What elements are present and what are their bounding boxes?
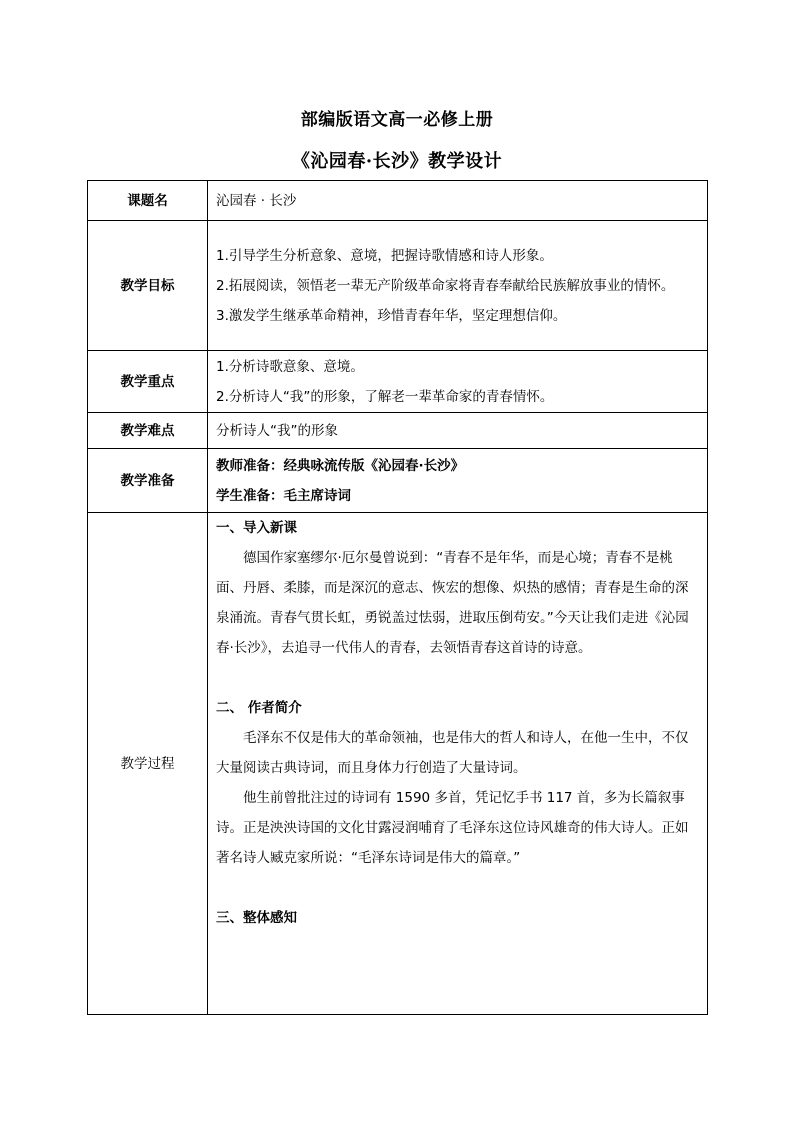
student-preparation: 学生准备：毛主席诗词 [216, 487, 351, 504]
row-preparation [88, 449, 708, 513]
document-subtitle: 《沁园春·长沙》教学设计 [291, 151, 503, 172]
topic-text: 沁园春 · 长沙 [216, 192, 297, 209]
value-goals [208, 221, 708, 351]
spacer [216, 873, 699, 903]
section-paragraph: 他生前曾批注过的诗词有 1590 多首，凭记忆手书 117 首，多为长篇叙事诗。正是泱泱诗国的文化甘露浸润哺育了毛泽东这位诗风雄奇的伟大诗人。正如著名诗人臧克家所说：“毛泽东诗词是伟大的篇章。” [216, 790, 689, 866]
goal-item: 1.引导学生分析意象、意境，把握诗歌情感和诗人形象。 [216, 247, 553, 264]
value-preparation [208, 449, 708, 513]
label-goals: 教学目标 [88, 221, 208, 351]
spacer [216, 663, 699, 693]
value-key-points [208, 351, 708, 413]
goal-item: 2.拓展阅读，领悟老一辈无产阶级革命家将青春奉献给民族解放事业的情怀。 [216, 277, 675, 294]
label-topic: 课题名 [88, 181, 208, 221]
difficulty-text: 分析诗人“我”的形象 [216, 422, 338, 439]
section-heading: 一、导入新课 [216, 520, 297, 536]
section-heading: 二、 作者简介 [216, 700, 302, 716]
key-point-item: 2.分析诗人“我”的形象，了解老一辈革命家的青春情怀。 [216, 388, 554, 405]
key-point-item: 1.分析诗歌意象、意境。 [216, 358, 364, 375]
value-topic [208, 181, 708, 221]
row-difficulty [88, 413, 708, 449]
label-key-points: 教学重点 [88, 351, 208, 413]
teacher-preparation: 教师准备：经典咏流传版《沁园春·长沙》 [216, 457, 465, 474]
lesson-plan-table [87, 180, 708, 1015]
value-difficulty [208, 413, 708, 449]
row-key-points [88, 351, 708, 413]
label-process: 教学过程 [88, 513, 208, 1015]
label-preparation: 教学准备 [88, 449, 208, 513]
label-difficulty: 教学难点 [88, 413, 208, 449]
section-paragraph: 德国作家塞缪尔·厄尔曼曾说到：“青春不是年华，而是心境；青春不是桃面、丹唇、柔膝，而是深沉的意志、恢宏的想像、炽热的感情；青春是生命的深泉涌流。青春气贯长虹，勇锐盖过怯弱，进取压倒苟安。”今天让我们走进《沁园春·长沙》，去追寻一代伟人的青春，去领悟青春这首诗的诗意。 [216, 550, 689, 656]
row-process [88, 513, 708, 1015]
value-process [208, 513, 708, 1015]
row-goals [88, 221, 708, 351]
row-topic [88, 181, 708, 221]
section-paragraph: 毛泽东不仅是伟大的革命领袖，也是伟大的哲人和诗人，在他一生中，不仅大量阅读古典诗词，而且身体力行创造了大量诗词。 [216, 730, 689, 776]
document-title: 部编版语文高一必修上册 [300, 110, 494, 130]
goal-item: 3.激发学生继承革命精神，珍惜青春年华，坚定理想信仰。 [216, 307, 567, 324]
section-heading: 三、整体感知 [216, 910, 297, 926]
